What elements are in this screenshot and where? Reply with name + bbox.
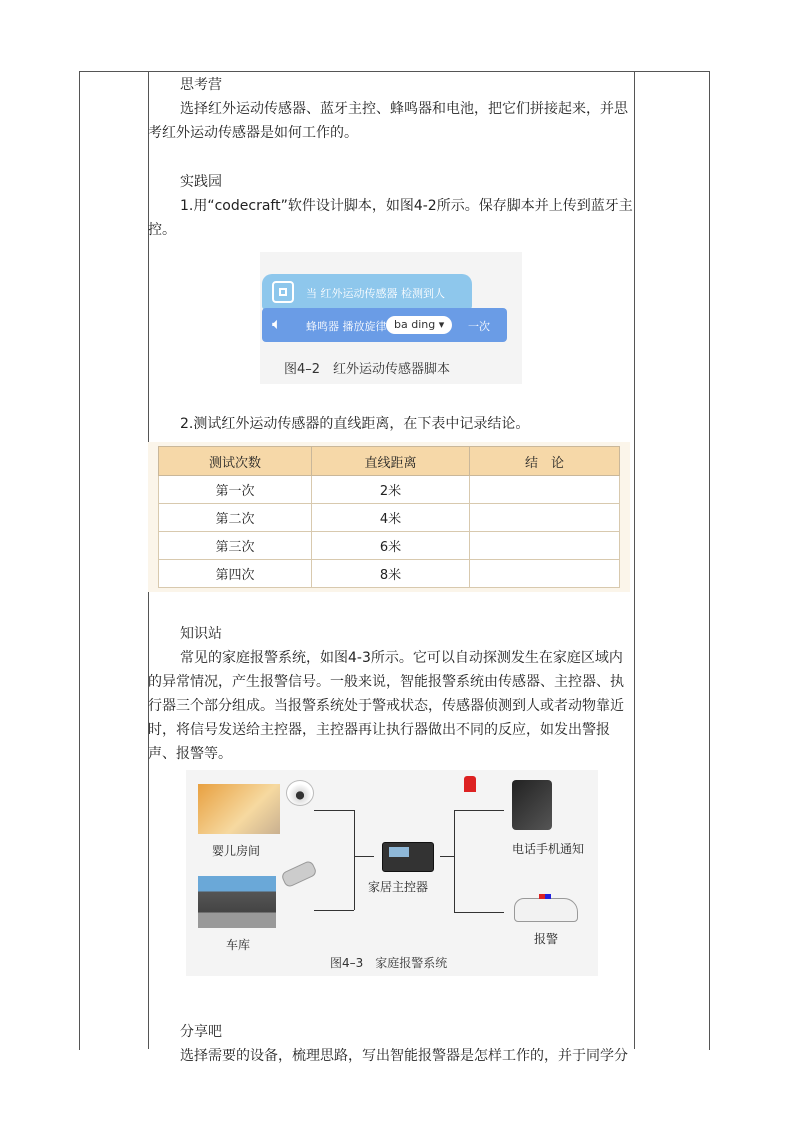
table-cell bbox=[470, 504, 620, 532]
siren-icon bbox=[464, 776, 476, 792]
baby-room-photo bbox=[198, 784, 280, 834]
melody-dropdown: ba ding ▾ bbox=[386, 316, 452, 334]
table-cell: 第四次 bbox=[159, 560, 312, 588]
think-text: 选择红外运动传感器、蓝牙主控、蜂鸣器和电池，把它们拼接起来，并思考红外运动传感器是如何工作的。 bbox=[148, 101, 628, 141]
table-header: 结 论 bbox=[470, 447, 620, 476]
table-cell: 8米 bbox=[312, 560, 470, 588]
table-header: 测试次数 bbox=[159, 447, 312, 476]
lesson-content bbox=[148, 71, 634, 1068]
connector-line bbox=[354, 810, 355, 910]
trigger-block-text: 当 红外运动传感器 检测到人 bbox=[306, 287, 445, 300]
practice-title: 实践园 bbox=[180, 174, 222, 190]
controller-screen bbox=[389, 847, 409, 857]
garage-photo bbox=[198, 876, 276, 928]
police-car-icon bbox=[514, 898, 578, 922]
table-header-row bbox=[159, 447, 620, 476]
script-figure bbox=[260, 252, 522, 384]
label-controller: 家居主控器 bbox=[368, 880, 429, 894]
record-table bbox=[158, 446, 620, 588]
share-text: 选择需要的设备，梳理思路，写出智能报警器是怎样工作的，并于同学分 bbox=[180, 1048, 628, 1064]
dome-camera-icon bbox=[286, 780, 314, 806]
trigger-block bbox=[262, 274, 472, 310]
connector-line bbox=[354, 856, 374, 857]
buzzer-block-text: 蜂鸣器 播放旋律 bbox=[306, 320, 387, 333]
column-divider-right bbox=[634, 71, 635, 1049]
practice-step1: 1.用“codecraft”软件设计脚本，如图4-2所示。保存脚本并上传到蓝牙主控。 bbox=[148, 198, 633, 238]
figure-4-3-caption: 图4–3 家庭报警系统 bbox=[330, 956, 448, 970]
home-controller-device bbox=[382, 842, 434, 872]
alarm-system-figure bbox=[186, 770, 598, 976]
share-title: 分享吧 bbox=[180, 1024, 222, 1040]
connector-line bbox=[454, 912, 504, 913]
buzzer-block-suffix: 一次 bbox=[468, 320, 490, 333]
table-cell: 2米 bbox=[312, 476, 470, 504]
table-cell: 第三次 bbox=[159, 532, 312, 560]
table-cell: 6米 bbox=[312, 532, 470, 560]
connector-line bbox=[440, 856, 454, 857]
table-cell bbox=[470, 476, 620, 504]
table-row bbox=[159, 560, 620, 588]
record-table-wrap bbox=[148, 442, 630, 592]
sensor-icon bbox=[272, 281, 294, 303]
bullet-camera-icon bbox=[280, 860, 318, 889]
table-row bbox=[159, 476, 620, 504]
label-garage: 车库 bbox=[226, 938, 251, 952]
figure-4-2-caption: 图4–2 红外运动传感器脚本 bbox=[284, 362, 451, 377]
buzzer-block bbox=[262, 308, 507, 342]
think-title: 思考营 bbox=[180, 77, 222, 93]
connector-line bbox=[454, 810, 455, 912]
label-baby-room: 婴儿房间 bbox=[212, 844, 261, 858]
knowledge-text: 常见的家庭报警系统，如图4-3所示。它可以自动探测发生在家庭区域内的异常情况，产生报警信号。一般来说，智能报警系统由传感器、主控器、执行器三个部分组成。当报警系统处于警戒状态，传感器侦测到人或者动物靠近时，将信号发送给主控器，主控器再让执行器做出不同的反应，如发出警报声、报警等。 bbox=[148, 650, 624, 762]
label-phone: 电话手机通知 bbox=[512, 842, 585, 856]
table-cell: 4米 bbox=[312, 504, 470, 532]
practice-step2: 2.测试红外运动传感器的直线距离，在下表中记录结论。 bbox=[180, 416, 530, 432]
table-header: 直线距离 bbox=[312, 447, 470, 476]
label-police: 报警 bbox=[534, 932, 559, 946]
table-cell: 第一次 bbox=[159, 476, 312, 504]
phone-icon bbox=[512, 780, 552, 830]
table-cell bbox=[470, 532, 620, 560]
police-lights bbox=[539, 894, 551, 899]
connector-line bbox=[314, 810, 354, 811]
table-row bbox=[159, 532, 620, 560]
connector-line bbox=[314, 910, 354, 911]
knowledge-title: 知识站 bbox=[180, 626, 222, 642]
table-cell: 第二次 bbox=[159, 504, 312, 532]
table-row bbox=[159, 504, 620, 532]
speaker-icon: 🔈︎ bbox=[272, 314, 282, 333]
table-cell bbox=[470, 560, 620, 588]
connector-line bbox=[454, 810, 504, 811]
